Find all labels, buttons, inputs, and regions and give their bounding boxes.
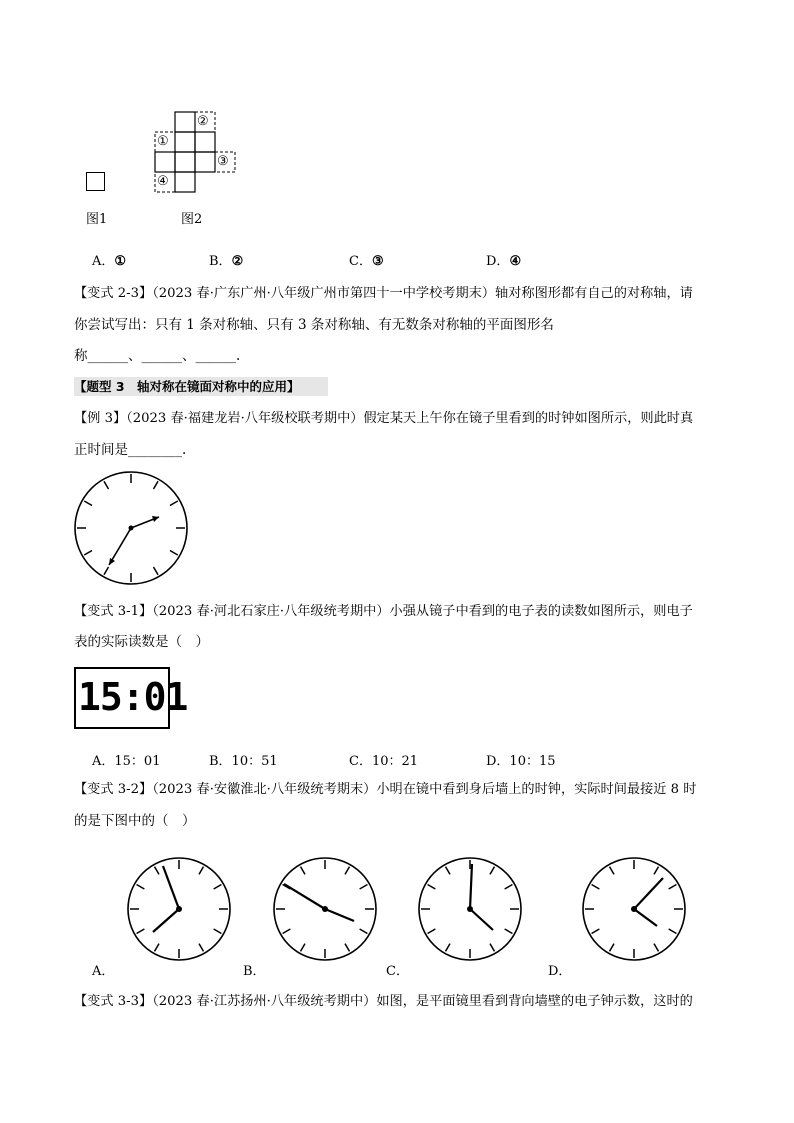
figure1-square [86,172,105,191]
q3-1-option-b[interactable]: B．10：51 [209,754,278,769]
option-d[interactable]: D．④ [486,254,522,269]
q3-2-line1: 【变式 3-2】（2023 春·安徽淮北·八年级统考期末）小明在镜中看到身后墙上的时钟，实际时间最接近 8 时 [74,782,697,797]
q3-1-option-a[interactable]: A．15：01 [92,754,161,769]
ex3-line2: 正时间是________. [74,442,187,458]
option-b[interactable]: B．② [209,254,244,269]
q3-1-option-c[interactable]: C．10：21 [349,754,419,769]
clock-option-c-label: C． [386,964,409,979]
q3-1-option-d[interactable]: D．10：15 [486,754,556,769]
q3-2-line2: 的是下图中的（ ） [74,813,196,829]
clock-option-a-label: A． [92,964,115,979]
circle-label-1: ① [157,134,169,149]
digital-clock-reading: 15:01 [78,675,188,719]
option-c[interactable]: C．③ [349,254,384,269]
clock-option-c[interactable] [417,856,523,962]
q2-3-line3: 称______、______、______. [74,348,241,364]
circle-label-4: ④ [157,174,169,189]
q3-1-line1: 【变式 3-1】（2023 春·河北石家庄·八年级统考期中）小强从镜子中看到的电子表的读数如图所示，则电子 [74,604,693,619]
ex3-line1: 【例 3】（2023 春·福建龙岩·八年级校联考期中）假定某天上午你在镜子里看到的时钟如图所示，则此时真 [74,411,694,426]
clock-option-d-label: D． [548,964,572,979]
q3-1-line2: 表的实际读数是（ ） [74,634,209,650]
clock-option-b-label: B． [243,964,266,979]
clock-option-b[interactable] [272,856,378,962]
q2-3-line2: 你尝试写出：只有 1 条对称轴、只有 3 条对称轴、有无数条对称轴的平面图形名 [74,317,554,333]
circle-label-2: ② [197,114,209,129]
mirror-clock [70,470,192,592]
section-heading: 【题型 3 轴对称在镜面对称中的应用】 [74,377,328,396]
q3-3-line1: 【变式 3-3】（2023 春·江苏扬州·八年级统考期中）如图，是平面镜里看到背向墙壁的电子钟示数，这时的 [74,994,693,1009]
circle-label-3: ③ [217,154,229,169]
digital-clock-display [74,667,188,729]
option-a[interactable]: A．① [92,254,127,269]
figure2-label: 图2 [181,212,203,227]
q2-3-line1: 【变式 2-3】（2023 春·广东广州·八年级广州市第四十一中学校考期末）轴对称图形都有自己的对称轴，请 [74,286,693,301]
figure1-label: 图1 [86,212,108,227]
clock-option-d[interactable] [581,856,687,962]
clock-option-a[interactable] [126,856,232,962]
